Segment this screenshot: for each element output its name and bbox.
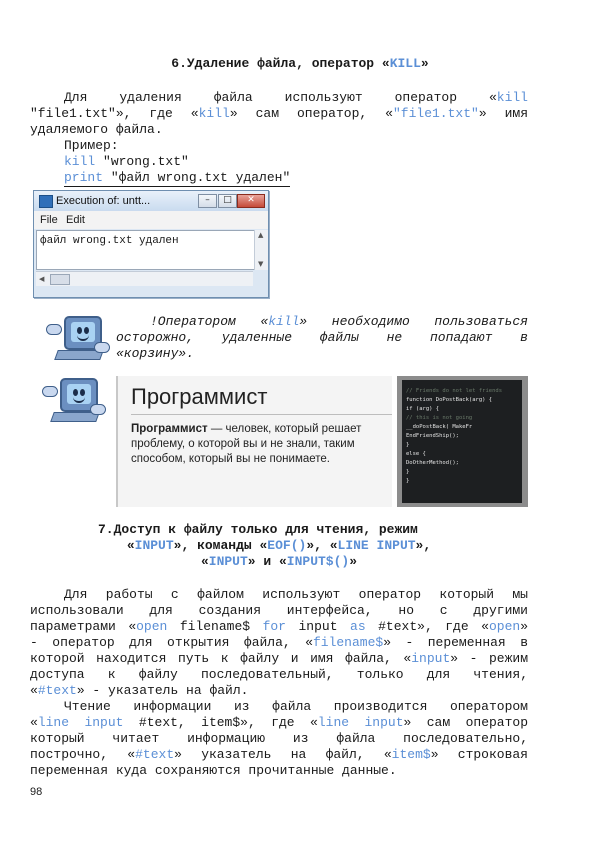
heading-keyword: KILL xyxy=(389,56,421,71)
para1-line1: Для удаления файла используют оператор «kill xyxy=(64,90,528,105)
execution-window xyxy=(33,190,269,298)
para2-line2: использовали для создания интерфейса, но с другими xyxy=(30,603,528,618)
vertical-scrollbar[interactable] xyxy=(254,230,268,270)
section-7-heading-line3: «INPUT» и «INPUT$()» xyxy=(200,554,358,569)
heading-text: » xyxy=(420,56,429,71)
programmer-definition-image xyxy=(116,376,392,507)
note-line1: !Оператором «kill» необходимо пользоваться xyxy=(150,314,528,329)
code-line-print: print "файл wrong.txt удален" xyxy=(64,170,291,185)
scroll-left-icon[interactable]: ◀ xyxy=(39,275,45,283)
code-line: __doPostBack( MakeFr xyxy=(406,424,473,430)
scroll-up-icon[interactable]: ▲ xyxy=(258,231,264,239)
code-line: } xyxy=(406,469,410,475)
code-line: else { xyxy=(406,451,426,457)
computer-mascot-icon xyxy=(44,314,108,362)
para3-line1: Чтение информации из файла производится оператором xyxy=(64,699,528,714)
window-titlebar[interactable] xyxy=(34,191,268,211)
note-line2: осторожно, удаленные файлы не попадают в xyxy=(116,330,528,345)
code-screenshot-image xyxy=(397,376,528,507)
para2-line6: доступа к файлу последовательный, только для чтения, xyxy=(30,667,528,682)
programmer-definition: Программист — человек, который решает проблему, о которой вы и не знали, таким способом, который вы не понимаете. xyxy=(131,423,362,465)
horizontal-scrollbar[interactable] xyxy=(36,271,253,286)
example-label: Пример: xyxy=(64,138,119,153)
section-7-heading-line1: 7.Доступ к файлу только для чтения, режим xyxy=(98,522,418,537)
minimize-button[interactable]: – xyxy=(198,194,217,208)
window-menubar xyxy=(34,211,268,229)
maximize-button[interactable]: □ xyxy=(218,194,237,208)
para1-line3: удаляемого файла. xyxy=(30,122,163,137)
para2-line3: параметрами «open filename$ for input as #text», где «open» xyxy=(30,619,528,634)
menu-file[interactable]: File xyxy=(40,214,58,226)
output-area[interactable] xyxy=(36,230,255,270)
code-line: } xyxy=(406,442,410,448)
menu-edit[interactable]: Edit xyxy=(66,214,85,226)
page-number: 98 xyxy=(30,786,43,798)
code-line: function DoPostBack(arg) { xyxy=(406,397,493,403)
para3-line4: построчно, «#text» указатель на файл, «item$» строковая xyxy=(30,747,528,762)
code-line: } xyxy=(406,478,410,484)
close-button[interactable]: ✕ xyxy=(237,194,265,208)
window-title: Execution of: untt... xyxy=(56,195,151,207)
section-7-heading-line2: «INPUT», команды «EOF()», «LINE INPUT», xyxy=(126,538,432,553)
para1-line2: "file1.txt"», где «kill» сам оператор, «"file1.txt"» имя xyxy=(30,106,528,121)
heading-text: 6.Удаление файла, оператор « xyxy=(171,56,390,71)
para3-line2: «line input #text, item$», где «line input» сам оператор xyxy=(30,715,529,730)
code-line: if (arg) { xyxy=(406,406,440,412)
output-text: файл wrong.txt удален xyxy=(40,235,179,247)
code-line-kill: kill "wrong.txt" xyxy=(64,154,189,169)
note-line3: «корзину». xyxy=(116,346,195,361)
programmer-title: Программист xyxy=(131,384,268,409)
code-line: // Friends do not let friends xyxy=(406,388,503,394)
computer-mascot-icon xyxy=(40,376,104,424)
para2-line7: «#text» - указатель на файл. xyxy=(30,683,249,698)
section-6-heading xyxy=(0,56,600,72)
para2-line4: - оператор для открытия файла, «filename$» - переменная в xyxy=(30,635,528,650)
para3-line3: который читает информацию из файла последовательно, xyxy=(30,731,528,746)
para3-line5: переменная куда сохраняются прочитанные данные. xyxy=(30,763,397,778)
code-line: DoOtherMethod(); xyxy=(406,460,459,466)
para2-line1: Для работы с файлом используют оператор который мы xyxy=(64,587,528,602)
scroll-thumb[interactable] xyxy=(50,274,70,285)
code-line: EndFriendShip(); xyxy=(406,433,459,439)
para2-line5: которой находится путь к файлу и имя файла, «input» - режим xyxy=(30,651,529,666)
scroll-down-icon[interactable]: ▼ xyxy=(258,260,264,268)
code-line: // this is not going xyxy=(406,415,473,421)
app-icon xyxy=(39,195,53,208)
